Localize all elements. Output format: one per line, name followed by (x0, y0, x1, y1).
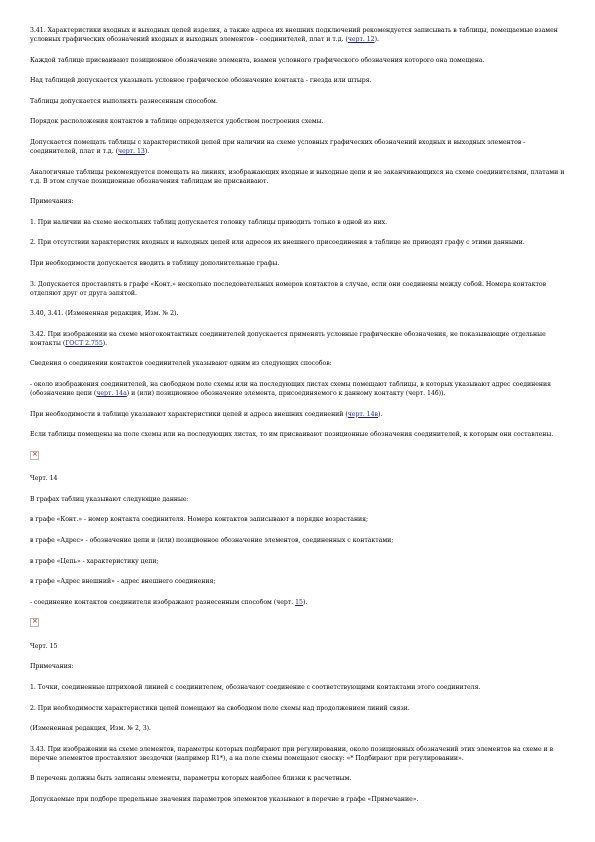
paragraph: в графе «Адрес внешний» - адрес внешнего соединения; (30, 578, 216, 586)
paragraph: (Измененная редакция, Изм. № 2, 3). (30, 725, 152, 733)
figure-caption: Черт. 15 (30, 642, 58, 650)
link-chart-14v[interactable]: черт. 14в (347, 410, 378, 418)
link-chart-13[interactable]: черт. 13 (118, 147, 145, 155)
paragraph: в графе «Конт.» - номер контакта соединителя. Номера контактов записывают в порядке возрастания; (30, 516, 369, 524)
paragraph: 3.43. При изображении на схеме элементов, параметры которых подбирают при регулировании, около позиционных обозначений этих элементов на схеме и в перечне элементов проставляют звездочки (например R1*), а на поле схемы помещают сноску: «* Подбирают при регулировании». (30, 745, 554, 762)
notes-heading: Примечания: (30, 198, 74, 206)
link-chart-14a[interactable]: черт. 14а (96, 389, 127, 397)
paragraph: Таблицы допускается выполнять разнесенным способом. (30, 97, 218, 105)
broken-image-icon (30, 618, 39, 627)
paragraph: При необходимости в таблице указывают характеристики цепей и адреса внешних соединений (черт. 14в). (30, 410, 383, 418)
paragraph: Допускается помещать таблицы с характеристикой цепей при наличии на схеме условных графических обозначений входных и выходных элементов - соединителей, плат и т.д. (черт. 13). (30, 138, 526, 155)
paragraph: В графах таблиц указывают следующие данные: (30, 495, 189, 503)
paragraph: - соединение контактов соединителя изображают разнесенным способом (черт. 15). (30, 598, 308, 606)
paragraph: В перечень должны быть записаны элементы, параметры которых наиболее близки к расчетным. (30, 775, 352, 783)
paragraph: 3.41. Характеристики входных и выходных цепей изделия, а также адреса их внешних подключений рекомендуется записывать в таблицы, помещаемые взамен условных графических обозначений входных и выходных элементов - соединителей, плат и т.д. (черт. 12). (30, 27, 558, 43)
paragraph: Если таблицы помещены на поле схемы или на последующих листах, то им присваивают позиционные обозначения соединителей, к которым они составлены. (30, 431, 554, 439)
notes-heading: Примечания: (30, 663, 74, 671)
paragraph: 1. При наличии на схеме нескольких таблиц допускается головку таблицы приводить только в одной из них. (30, 218, 388, 226)
paragraph: Порядок расположения контактов в таблице определяется удобством построения схемы. (30, 118, 324, 126)
paragraph: Над таблицей допускается указывать условное графическое обозначение контакта - гнезда или штыря. (30, 77, 372, 85)
paragraph: в графе «Адрес» - обозначение цепи и (или) позиционное обозначение элементов, соединенных с контактами; (30, 536, 394, 544)
paragraph: Аналогичные таблицы рекомендуется помещать на линиях, изображающих входные и выходные цепи и не заканчивающихся на схеме соединителями, платами и т.д. В этом случае позиционные обозначения таблицам не присваивают. (30, 168, 565, 185)
figure-caption: Черт. 14 (30, 475, 58, 483)
paragraph: 1. Точки, соединенные штриховой линией с соединителем, обозначают соединение с соответствующими контактами этого соединителя. (30, 684, 481, 692)
paragraph: 3.42. При изображении на схеме многоконтактных соединителей допускается применять условные графические обозначения, не показывающие отдельные контакты (ГОСТ 2.755). (30, 330, 546, 347)
paragraph: - около изображения соединителей, на свободном поле схемы или на последующих листах схемы помещают таблицы, в которых указывают адрес соединения (обозначение цепи (черт. 14а) и (или) позиционное обозначение элемента, присоединяемого к данному контакту (черт. 14б)). (30, 380, 551, 397)
paragraph: 2. При необходимости характеристики цепей помещают на свободном поле схемы над продолжением линий связи. (30, 704, 410, 712)
paragraph: 2. При отсутствии характеристик входных и выходных цепей или адресов их внешнего присоединения в таблице не приводят графу с этими данными. (30, 239, 525, 247)
paragraph: При необходимости допускается вводить в таблицу дополнительные графы. (30, 259, 280, 267)
paragraph: Каждой таблице присваивают позиционное обозначение элемента, взамен условного графического обозначения которого она помещена. (30, 56, 485, 64)
document-body (30, 26, 565, 816)
link-gost-2755[interactable]: ГОСТ 2.755 (65, 339, 103, 347)
paragraph: 3. Допускается проставлять в графе «Конт.» несколько последовательных номеров контактов в случае, если они соединены между собой. Номера контактов отделяют друг от друга запятой. (30, 280, 547, 297)
link-chart-12[interactable]: черт. 12 (347, 36, 375, 43)
paragraph: в графе «Цепь» - характеристику цепи; (30, 557, 159, 565)
link-chart-15[interactable]: 15 (295, 598, 303, 606)
paragraph: 3.40, 3.41. (Измененная редакция, Изм. № 2). (30, 310, 179, 318)
broken-image-icon (30, 451, 39, 460)
paragraph: Допускаемые при подборе предельные значения параметров элементов указывают в перечне в графе «Примечание». (30, 796, 419, 803)
paragraph: Сведения о соединении контактов соединителей указывают одним из следующих способов: (30, 360, 332, 368)
